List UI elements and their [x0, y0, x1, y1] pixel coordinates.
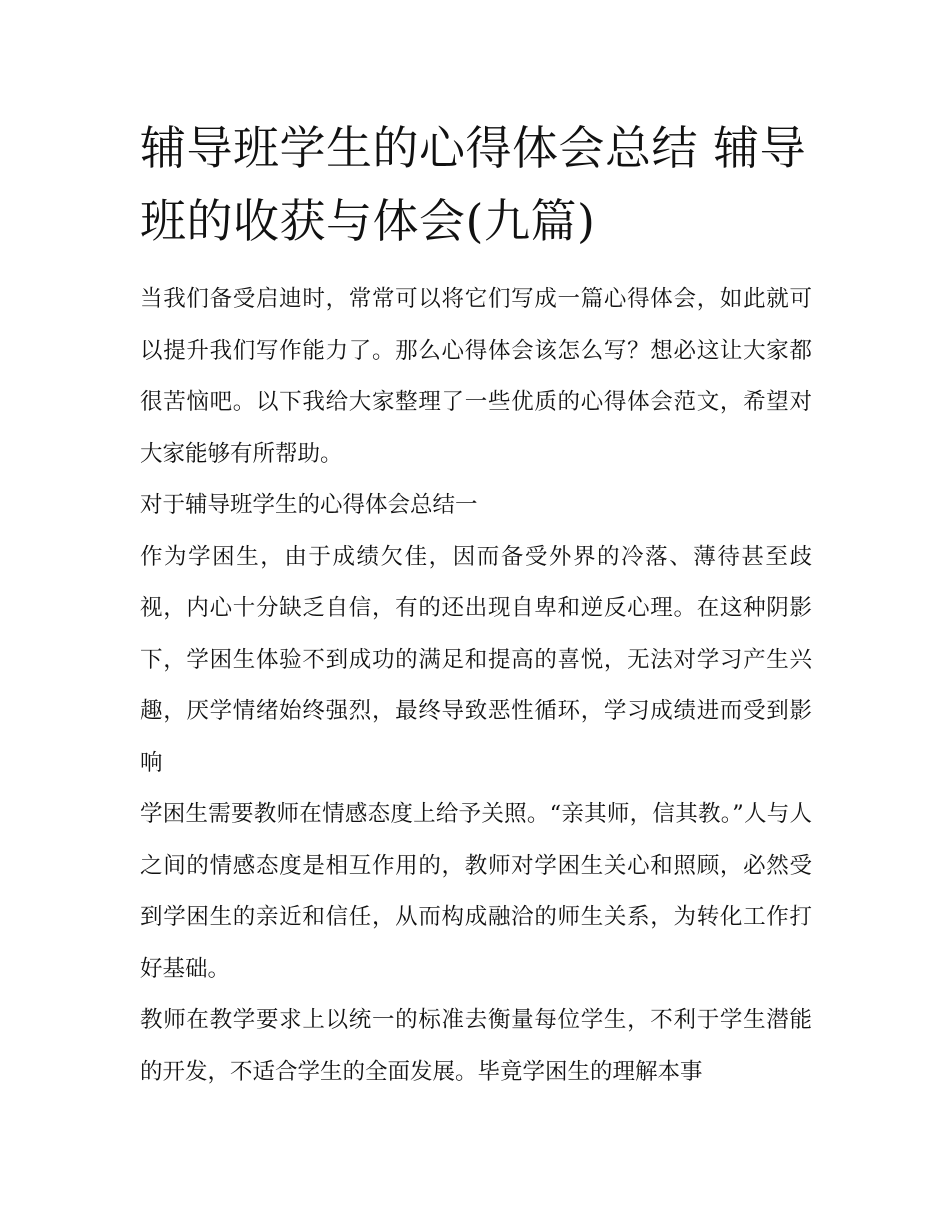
intro-paragraph: 当我们备受启迪时，常常可以将它们写成一篇心得体会，如此就可以提升我们写作能力了。那么心得体会该怎么写？想必这让大家都很苦恼吧。以下我给大家整理了一些优质的心得体会范文，希望对大家能够有所帮助。 — [140, 286, 812, 467]
body-paragraph: 作为学困生，由于成绩欠佳，因而备受外界的冷落、薄待甚至歧视，内心十分缺乏自信，有的还出现自卑和逆反心理。在这种阴影下，学困生体验不到成功的满足和提高的喜悦，无法对学习产生兴趣，厌学情绪始终强烈，最终导致恶性循环，学习成绩进而受到影响 — [140, 543, 812, 776]
document-body — [140, 112, 812, 1098]
body-paragraph: 教师在教学要求上以统一的标准去衡量每位学生，不利于学生潜能的开发，不适合学生的全面发展。毕竟学困生的理解本事 — [140, 1007, 812, 1085]
body-paragraph: 学困生需要教师在情感态度上给予关照。“亲其师，信其教。”人与人之间的情感态度是相互作用的，教师对学困生关心和照顾，必然受到学困生的亲近和信任，从而构成融洽的师生关系，为转化工作打好基础。 — [140, 801, 812, 982]
section-heading: 对于辅导班学生的心得体会总结一 — [140, 492, 478, 518]
document-title: 辅导班学生的心得体会总结 辅导班的收获与体会(九篇) — [140, 121, 807, 248]
